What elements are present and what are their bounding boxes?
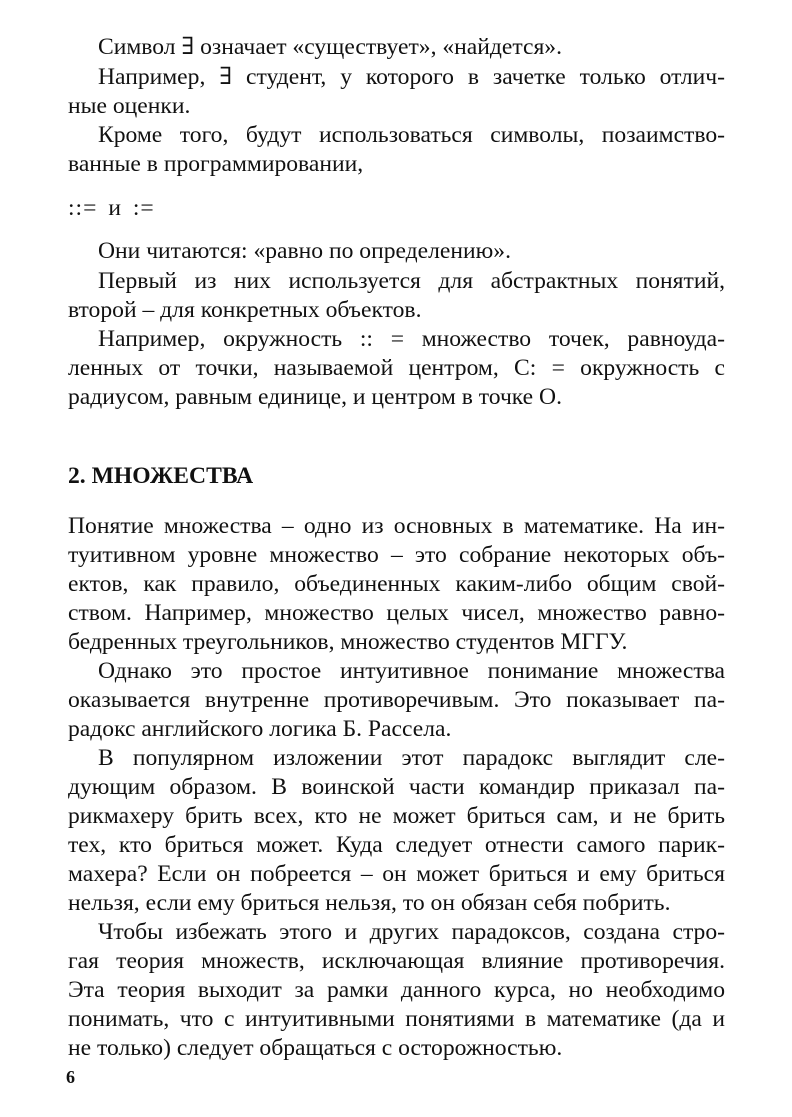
intro-line: ные оценки. [68,93,191,119]
body-line: нельзя, если ему бриться нельзя, то он обязан себя побрить. [68,890,671,916]
intro-line: ванные в программировании, [68,151,364,177]
intro-line: радиусом, равным единице, и центром в точке О. [68,384,562,410]
intro-line: Они читаются: «равно по определению». [98,238,511,264]
body-line: Чтобы избежать этого и других парадоксов, создана стро- [98,919,725,945]
body-line: туитивном уровне множество – это собрание некоторых объ- [68,542,725,568]
body-line: дующим образом. В воинской части командир приказал па- [68,774,725,800]
intro-line: Символ ∃ означает «существует», «найдется». [98,34,562,60]
body-line: понимать, что с интуитивными понятиями в математике (да и [68,1006,725,1032]
body-line: гая теория множеств, исключающая влияние противоречия. [68,948,725,974]
body-line: Понятие множества – одно из основных в математике. На ин- [68,513,725,539]
body-line: бедренных треугольников, множество студентов МГГУ. [68,629,628,655]
body-line: Эта теория выходит за рамки данного курса, но необходимо [68,977,725,1003]
intro-line: Первый из них используется для абстрактных понятий, [98,268,725,294]
body-line: тех, кто бриться может. Куда следует отнести самого парик- [68,832,725,858]
body-line: не только) следует обращаться с осторожностью. [68,1035,563,1061]
intro-line: ленных от точки, называемой центром, С: = окружность с [68,355,725,381]
intro-line: Например, ∃ студент, у которого в зачетке только отлич- [98,64,725,90]
body-line: оказывается внутренне противоречивым. Это показывает па- [68,687,725,713]
body-line: рикмахеру брить всех, кто не может бриться сам, и не брить [68,803,725,829]
section-heading: 2. МНОЖЕСТВА [68,463,254,489]
intro-line: Кроме того, будут использоваться символы, позаимство- [98,122,725,148]
page-number: 6 [66,1067,75,1087]
body-line: В популярном изложении этот парадокс выглядит сле- [98,745,725,771]
body-line: махера? Если он побреется – он может бриться и ему бриться [68,861,725,887]
intro-line: второй – для конкретных объектов. [68,297,422,323]
body-line: ектов, как правило, объединенных каким-либо общим свой- [68,571,725,597]
intro-line: Например, окружность :: = множество точек, равноуда- [98,326,725,352]
body-line: радокс английского логика Б. Рассела. [68,716,452,742]
body-line: Однако это простое интуитивное понимание множества [98,658,725,684]
body-line: ством. Например, множество целых чисел, множество равно- [68,600,725,626]
formula: ::= и := [68,195,155,221]
